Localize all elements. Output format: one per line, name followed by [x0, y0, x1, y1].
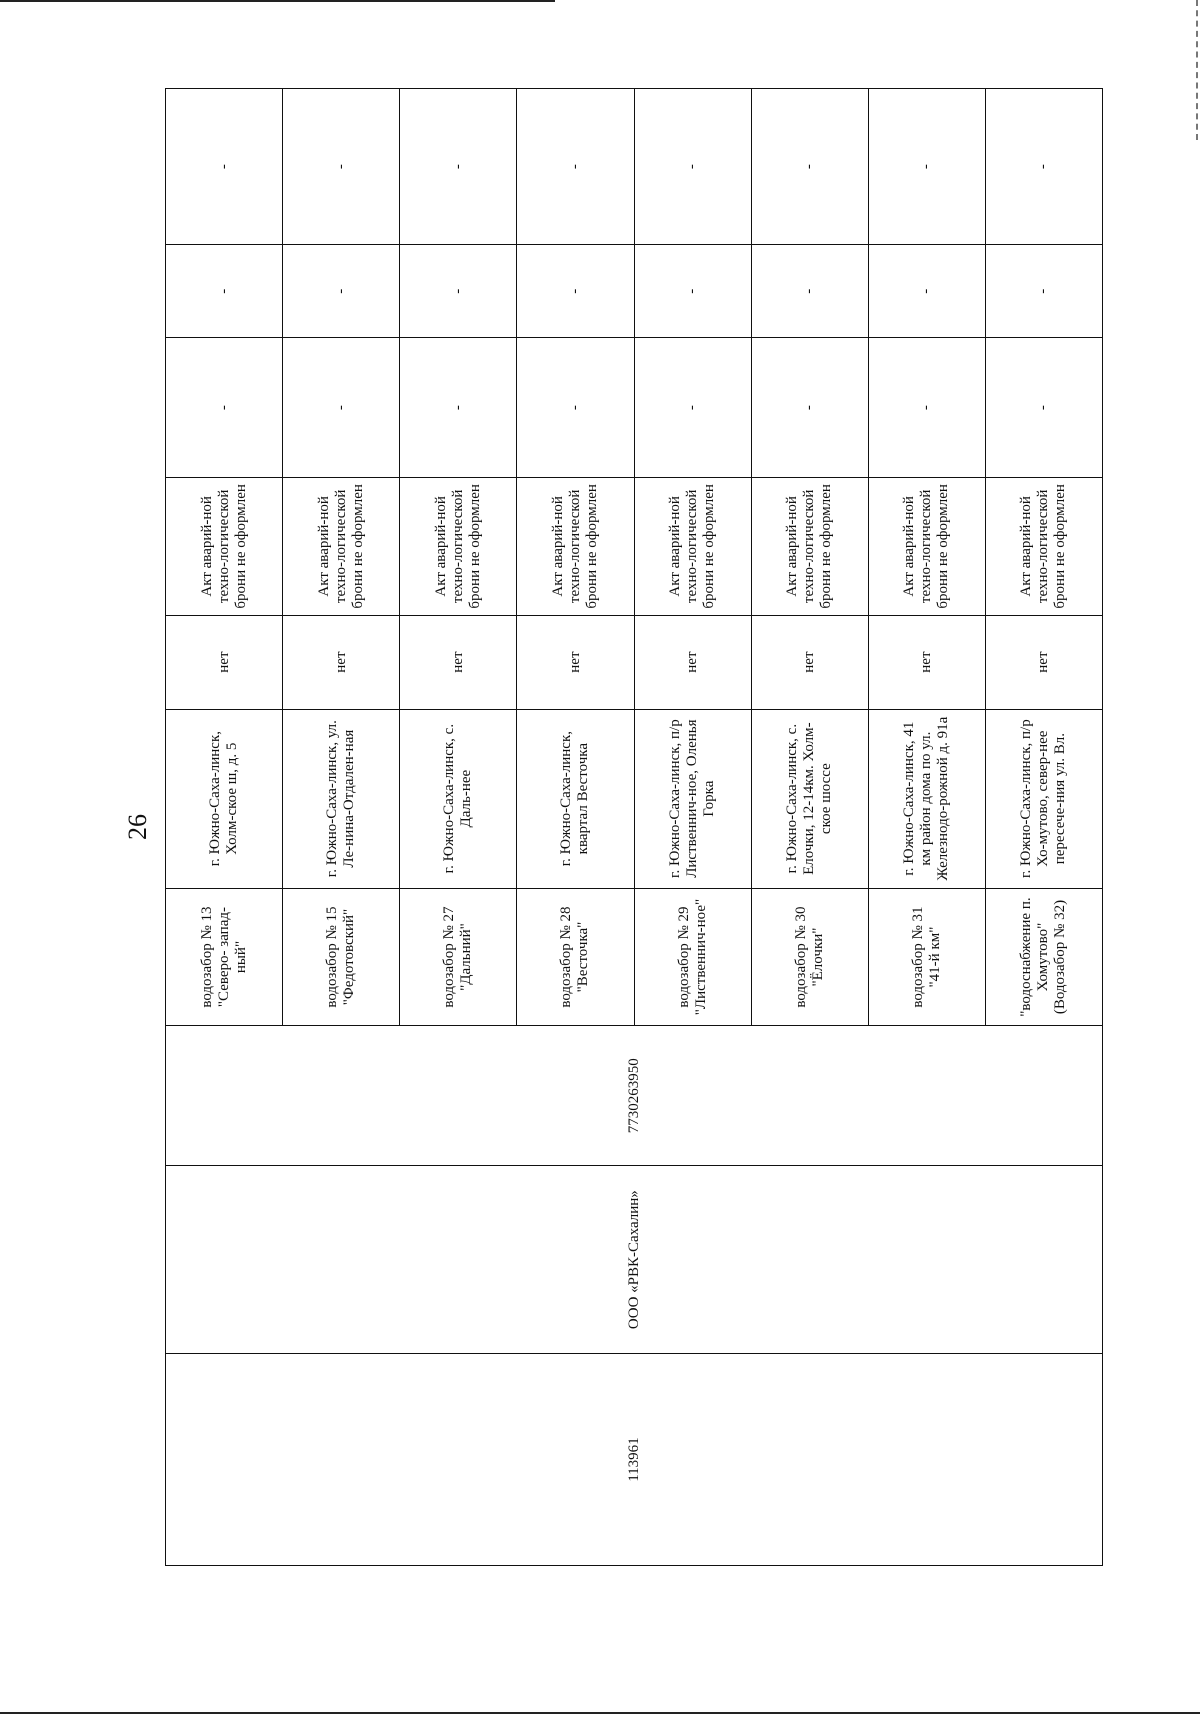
dash-cell: - — [634, 245, 751, 338]
scan-edge-top — [0, 0, 555, 2]
object-cell: водозабор № 27 "Дальний" — [400, 888, 517, 1026]
dash-cell: - — [868, 338, 985, 478]
act-cell: Акт аварий-ной техно-логической брони не оформлен — [868, 477, 985, 615]
act-cell: Акт аварий-ной техно-логической брони не оформлен — [166, 477, 283, 615]
dash-cell: - — [868, 89, 985, 245]
address-cell: г. Южно-Саха-линск, квартал Весточка — [517, 709, 634, 888]
dash-cell: - — [166, 338, 283, 478]
address-cell: г. Южно-Саха-линск, п/р Лиственнич-ное, Оленья Горка — [634, 709, 751, 888]
flag-cell: нет — [166, 615, 283, 709]
dash-cell: - — [985, 89, 1102, 245]
rotated-table-container — [165, 88, 1103, 1566]
dash-cell: - — [283, 89, 400, 245]
dash-cell: - — [751, 338, 868, 478]
object-cell: водозабор № 28 "Весточка" — [517, 888, 634, 1026]
address-cell: г. Южно-Саха-линск, ул. Ле-нина-Отдален-ная — [283, 709, 400, 888]
flag-cell: нет — [517, 615, 634, 709]
object-cell: "водоснабжение п. Хомутово" (Водозабор № 32) — [985, 888, 1102, 1026]
dash-cell: - — [166, 89, 283, 245]
flag-cell: нет — [634, 615, 751, 709]
dash-cell: - — [400, 89, 517, 245]
dash-cell: - — [166, 245, 283, 338]
act-cell: Акт аварий-ной техно-логической брони не оформлен — [751, 477, 868, 615]
dash-cell: - — [634, 89, 751, 245]
inn-cell: 7730263950 — [166, 1026, 1103, 1166]
dash-cell: - — [283, 245, 400, 338]
object-cell: водозабор № 13 "Северо- запад-ный" — [166, 888, 283, 1026]
act-cell: Акт аварий-ной техно-логической брони не оформлен — [283, 477, 400, 615]
dash-cell: - — [517, 89, 634, 245]
dash-cell: - — [751, 245, 868, 338]
flag-cell: нет — [400, 615, 517, 709]
dash-cell: - — [400, 245, 517, 338]
dash-cell: - — [985, 245, 1102, 338]
address-cell: г. Южно-Саха-линск, с. Даль-нее — [400, 709, 517, 888]
act-cell: Акт аварий-ной техно-логической брони не оформлен — [985, 477, 1102, 615]
address-cell: г. Южно-Саха-линск, п/р Хо-мутово, север-нее пересече-ния ул. Вл. — [985, 709, 1102, 888]
object-cell: водозабор № 29 "Лиственнич-ное" — [634, 888, 751, 1026]
act-cell: Акт аварий-ной техно-логической брони не оформлен — [517, 477, 634, 615]
dash-cell: - — [985, 338, 1102, 478]
address-cell: г. Южно-Саха-линск, 41 км район дома по ул. Железнодо-рожной д. 91а — [868, 709, 985, 888]
flag-cell: нет — [283, 615, 400, 709]
address-cell: г. Южно-Саха-линск, с. Елочки, 12-14км. Холм-ское шоссе — [751, 709, 868, 888]
flag-cell: нет — [751, 615, 868, 709]
table-row — [166, 89, 283, 1566]
dash-cell: - — [517, 245, 634, 338]
flag-cell: нет — [868, 615, 985, 709]
dash-cell: - — [517, 338, 634, 478]
dash-cell: - — [634, 338, 751, 478]
scan-edge-right — [1196, 0, 1199, 140]
flag-cell: нет — [985, 615, 1102, 709]
object-cell: водозабор № 15 "Федотовский" — [283, 888, 400, 1026]
organization-cell: ООО «РВК-Сахалин» — [166, 1166, 1103, 1354]
dash-cell: - — [283, 338, 400, 478]
act-cell: Акт аварий-ной техно-логической брони не оформлен — [634, 477, 751, 615]
address-cell: г. Южно-Саха-линск, Холм-ское ш, д. 5 — [166, 709, 283, 888]
dash-cell: - — [751, 89, 868, 245]
water-intake-table — [165, 88, 1103, 1566]
scan-edge-bottom — [0, 1712, 1200, 1714]
dash-cell: - — [400, 338, 517, 478]
object-cell: водозабор № 31 "41-й км" — [868, 888, 985, 1026]
reg-number-cell: 113961 — [166, 1354, 1103, 1566]
dash-cell: - — [868, 245, 985, 338]
act-cell: Акт аварий-ной техно-логической брони не оформлен — [400, 477, 517, 615]
object-cell: водозабор № 30 "Ёлочки" — [751, 888, 868, 1026]
page-number: 26 — [123, 814, 152, 840]
